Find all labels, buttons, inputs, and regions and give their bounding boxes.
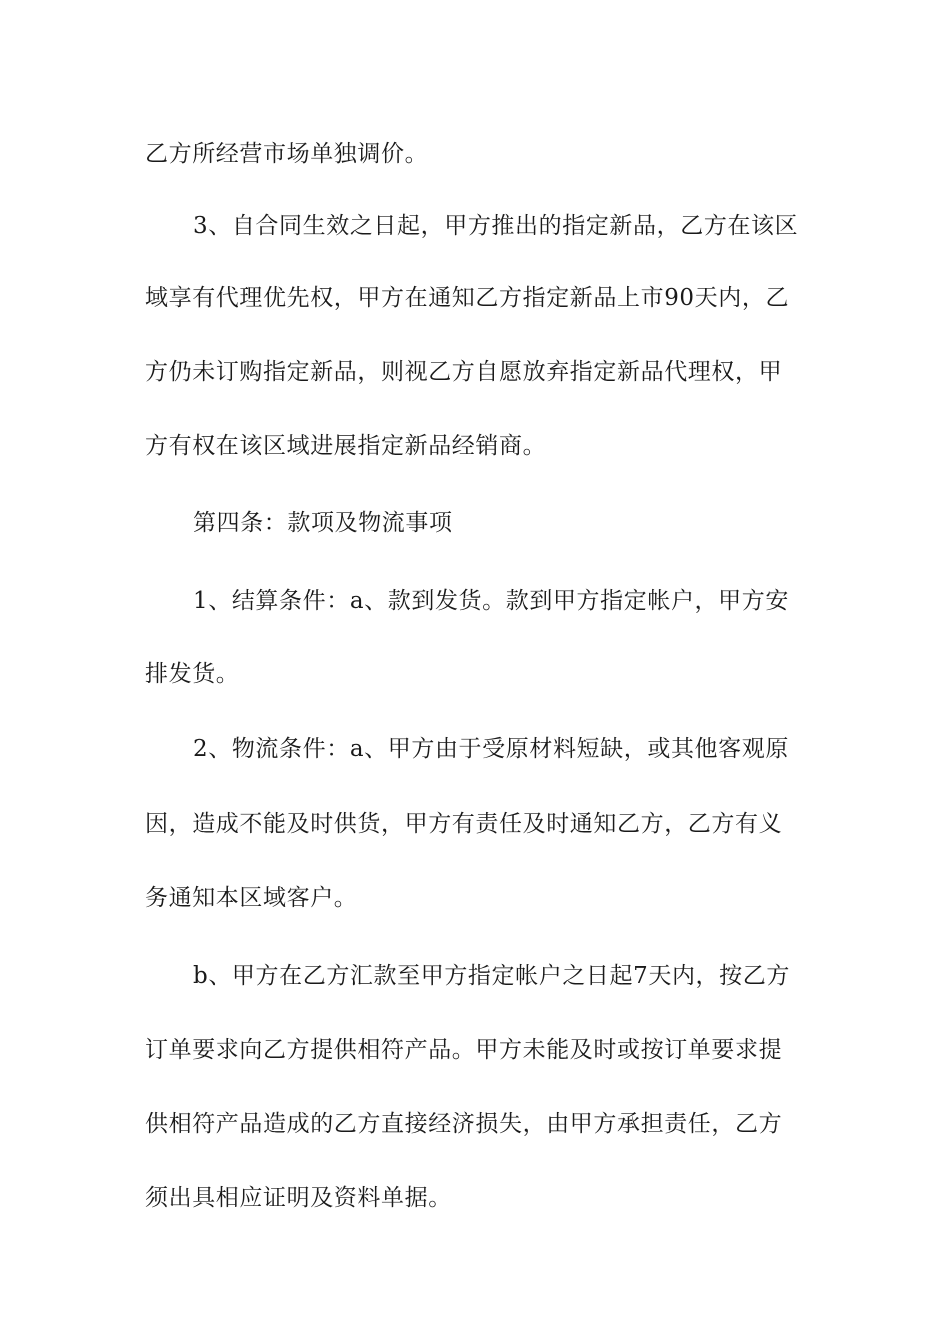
article-4-heading: 第四条：款项及物流事项 (193, 510, 453, 536)
text-line: 供相符产品造成的乙方直接经济损失，由甲方承担责任，乙方 (145, 1111, 783, 1137)
text-line: 方有权在该区域进展指定新品经销商。 (145, 433, 547, 459)
clause-2-line: 2、物流条件：a、甲方由于受原材料短缺，或其他客观原 (193, 736, 789, 762)
text-line: 排发货。 (145, 661, 240, 687)
clause-3-line: 3、自合同生效之日起，甲方推出的指定新品，乙方在该区 (193, 213, 799, 239)
text-line: 乙方所经营市场单独调价。 (145, 141, 429, 167)
text-line: 方仍未订购指定新品，则视乙方自愿放弃指定新品代理权，甲 (145, 359, 783, 385)
clause-2b-line: b、甲方在乙方汇款至甲方指定帐户之日起7天内，按乙方 (193, 963, 790, 989)
text-line: 域享有代理优先权，甲方在通知乙方指定新品上市90天内，乙 (145, 285, 790, 311)
clause-1-line: 1、结算条件：a、款到发货。款到甲方指定帐户，甲方安 (193, 588, 789, 614)
text-line: 因，造成不能及时供货，甲方有责任及时通知乙方，乙方有义 (145, 811, 783, 837)
text-line: 务通知本区域客户。 (145, 885, 358, 911)
text-line: 订单要求向乙方提供相符产品。甲方未能及时或按订单要求提 (145, 1037, 783, 1063)
text-line: 须出具相应证明及资料单据。 (145, 1185, 452, 1211)
